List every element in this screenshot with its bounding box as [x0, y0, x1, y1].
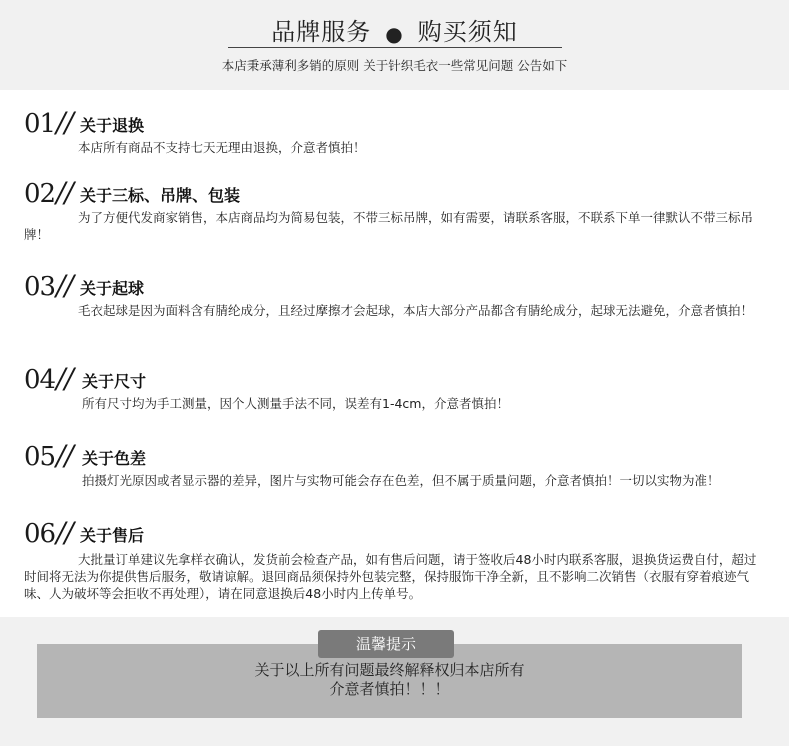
notice-line-1: 关于以上所有问题最终解释权归本店所有: [254, 661, 525, 679]
section-title: 关于售后: [80, 526, 145, 545]
page-title: [0, 12, 789, 47]
section-body: 所有尺寸均为手工测量，因个人测量手法不同，误差有1-4cm，介意者慎拍！: [82, 396, 509, 411]
notice-text: [37, 661, 742, 699]
section-title: 关于色差: [82, 449, 147, 468]
section-title: 关于起球: [80, 279, 145, 298]
warm-tip-badge: 温馨提示: [318, 630, 454, 658]
section-title: 关于三标、吊牌、包装: [80, 186, 241, 205]
section-number: 01//: [24, 106, 73, 139]
title-underline: [228, 47, 562, 48]
section-title: 关于尺寸: [82, 372, 147, 391]
title-purchase-notice: 购买须知: [417, 18, 518, 46]
header-banner: [0, 0, 789, 90]
section-body: 本店所有商品不支持七天无理由退换，介意者慎拍！: [78, 140, 366, 155]
section-number: 06//: [24, 516, 73, 549]
section-number: 03//: [24, 269, 73, 302]
notice-line-2: 介意者慎拍！！！: [329, 680, 450, 698]
section-body: 大批量订单建议先拿样衣确认，发货前会检查产品，如有售后问题，请于签收后48小时内联系客服，退换货运费自付，超过时间将无法为你提供售后服务，敬请谅解。退回商品须保持外包装完整，保持服饰干净全新，且不影响二次销售（衣服有穿着痕迹气味、人为破坏等会拒收不再处理），请在同意退换后48小时内上传单号。: [24, 552, 757, 601]
slash-mark-icon: //: [56, 439, 73, 472]
footer-notice: [0, 617, 789, 746]
section-title: 关于退换: [80, 116, 145, 135]
section-body: 为了方便代发商家销售，本店商品均为简易包装，不带三标吊牌，如有需要，请联系客服，不联系下单一律默认不带三标吊牌！: [24, 210, 754, 242]
section-number: 04//: [24, 362, 73, 395]
slash-mark-icon: //: [56, 106, 73, 139]
title-dot-icon: ●: [385, 22, 404, 46]
slash-mark-icon: //: [56, 176, 73, 209]
slash-mark-icon: //: [56, 516, 73, 549]
section-body: 毛衣起球是因为面料含有腈纶成分，且经过摩擦才会起球，本店大部分产品都含有腈纶成分，起球无法避免，介意者慎拍！: [78, 303, 754, 318]
title-brand-service: 品牌服务: [271, 18, 372, 46]
slash-mark-icon: //: [56, 269, 73, 302]
section-body: 拍摄灯光原因或者显示器的差异，图片与实物可能会存在色差，但不属于质量问题，介意者慎拍！一切以实物为准！: [82, 473, 720, 488]
section-number: 02//: [24, 176, 73, 209]
page-subtitle: 本店秉承薄利多销的原则 关于针织毛衣一些常见问题 公告如下: [221, 58, 568, 73]
slash-mark-icon: //: [56, 362, 73, 395]
section-number: 05//: [24, 439, 73, 472]
